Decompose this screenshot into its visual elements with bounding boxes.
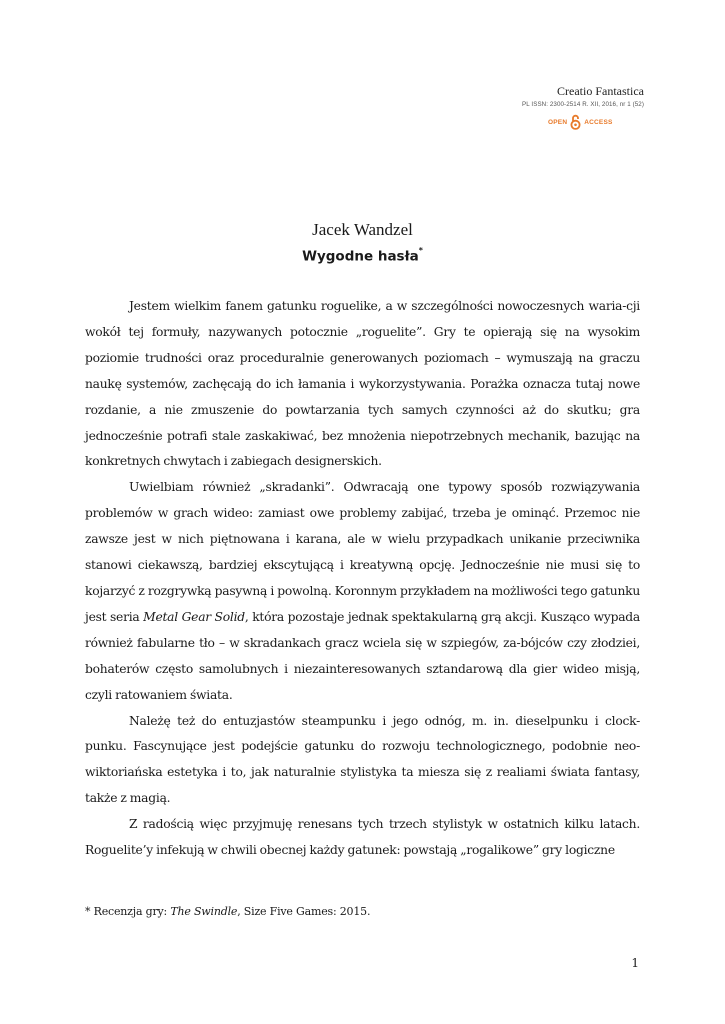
open-access-lock-icon (570, 114, 581, 130)
article-title (0, 248, 725, 265)
open-access-badge (548, 114, 613, 130)
paragraph-2 (85, 475, 640, 708)
footnote-mark: * (85, 905, 91, 918)
paragraph-2-end: , która pozostaje jednak spektakularną grą akcji. Kusząco wypada również fabularne tło – w skradankach gracz wciela się w szpiegów, za-bójców czy złodziei, bohaterów często samolubnych i niezainteresowanych sztandarową dla gier wideo misją, czyli ratowaniem świata. (85, 609, 640, 702)
paragraph-1: Jestem wielkim fanem gatunku roguelike, a w szczególności nowoczesnych waria-cji wokół tej formuły, nazywanych potocznie „roguelite”. Gry te opierają się na wysokim poziomie trudności oraz proceduralnie generowanych poziomach – wymuszają na graczu naukę systemów, zachęcają do ich łamania i wykorzystywania. Porażka oznacza tutaj nowe rozdanie, a nie zmuszenie do powtarzania tych samych czynności aż do skutku; gra jednocześnie potrafi stale zaskakiwać, bez mnożenia niepotrzebnych mechanik, bazując na konkretnych chwytach i zabiegach designerskich. (85, 299, 640, 469)
author-name: Jacek Wandzel (312, 220, 413, 239)
journal-name: Creatio Fantastica (557, 84, 644, 98)
footnote (85, 905, 370, 918)
open-access-label-left: OPEN (548, 118, 568, 126)
open-access-label-right: ACCESS (584, 118, 613, 126)
article-body (85, 294, 640, 864)
paragraph-4: Z radością więc przyjmuję renesans tych trzech stylistyk w ostatnich kilku latach. Roguelite’y infekują w chwili obecnej każdy gatunek: powstają „rogalikowe” gry logiczne (85, 817, 640, 858)
paragraph-3: Należę też do entuzjastów steampunku i jego odnóg, m. in. dieselpunku i clock-punku. Fascynujące jest podejście gatunku do rozwoju technologicznego, podobnie neo-wiktoriańska estetyka i to, jak naturalnie stylistyka ta miesza się z realiami świata fantasy, także z magią. (85, 713, 640, 806)
game-title-italic: Metal Gear Solid (143, 609, 245, 624)
article-title-text: Wygodne hasła (302, 248, 419, 265)
journal-header (522, 84, 644, 108)
title-footnote-mark: * (418, 246, 423, 255)
page-number: 1 (631, 956, 639, 970)
journal-issn: PL ISSN: 2300-2514 R. XII, 2016, nr 1 (52) (522, 101, 644, 108)
footnote-game-title: The Swindle (170, 905, 238, 918)
footnote-prefix: Recenzja gry: (90, 905, 171, 918)
paragraph-2-start: Uwielbiam również „skradanki”. Odwracają one typowy sposób rozwiązywania problemów w grach wideo: zamiast owe problemy zabijać, trzeba je ominąć. Przemoc nie zawsze jest w nich piętnowana i karana, ale w wielu przypadkach unikanie przeciwnika stanowi ciekawszą, bardziej ekscytującą i kreatywną opcję. Jednocześnie nie musi się to kojarzyć z rozgrywką pasywną i powolną. Koronnym przykładem na możliwości tego gatunku jest seria (85, 480, 640, 624)
footnote-suffix: , Size Five Games: 2015. (237, 905, 371, 918)
